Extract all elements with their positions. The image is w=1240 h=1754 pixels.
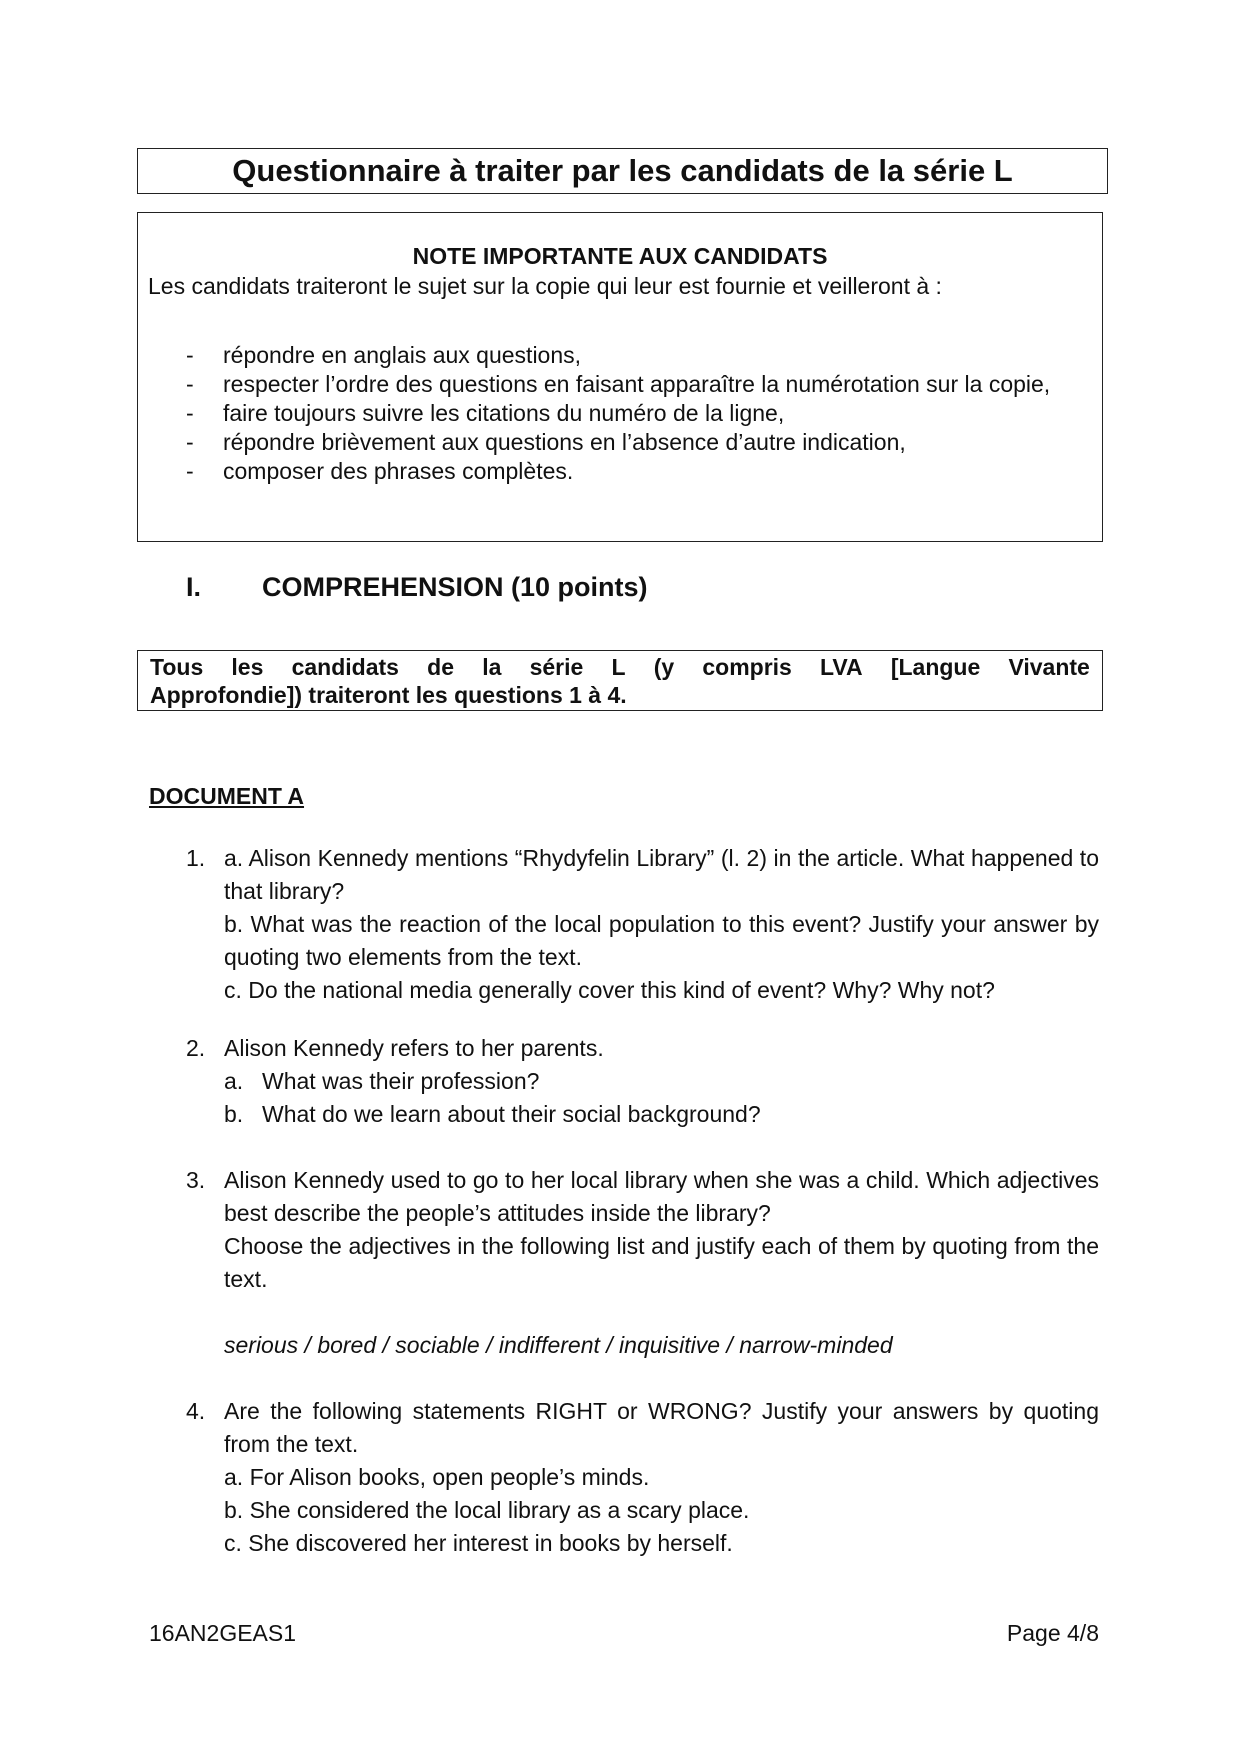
question-3 xyxy=(186,1164,1099,1362)
lva-instruction-box xyxy=(137,650,1103,711)
question-4-text: Are the following statements RIGHT or WRONG? Justify your answers by quoting from the text. xyxy=(224,1398,1099,1457)
page-title-text: Questionnaire à traiter par les candidats de la série L xyxy=(232,153,1013,188)
note-list xyxy=(186,341,1090,486)
question-number: 4. xyxy=(186,1398,206,1424)
note-item: - respecter l’ordre des questions en faisant apparaître la numérotation sur la copie, xyxy=(186,371,1051,397)
question-3-instruction: Choose the adjectives in the following list and justify each of them by quoting from the text. xyxy=(224,1233,1099,1292)
note-item: - composer des phrases complètes. xyxy=(186,458,574,484)
footer-exam-code: 16AN2GEAS1 xyxy=(149,1620,297,1646)
section-heading xyxy=(186,572,648,603)
question-2b: b. What do we learn about their social background? xyxy=(224,1101,761,1127)
important-note-box xyxy=(137,212,1103,542)
question-1a: a. Alison Kennedy mentions “Rhydyfelin Library” (l. 2) in the article. What happened to that library? xyxy=(224,845,1099,904)
document-heading: DOCUMENT A xyxy=(149,783,305,809)
note-heading: NOTE IMPORTANTE AUX CANDIDATS xyxy=(412,243,828,269)
section-number: I. xyxy=(186,572,202,602)
adjective-list: serious / bored / sociable / indifferent / inquisitive / narrow-minded xyxy=(224,1332,893,1358)
note-intro: Les candidats traiteront le sujet sur la copie qui leur est fournie et veilleront à : xyxy=(148,273,942,299)
lva-line-2: Approfondie]) traiteront les questions 1 à 4. xyxy=(150,682,627,708)
question-4a: a. For Alison books, open people’s minds. xyxy=(224,1464,650,1490)
question-2-text: Alison Kennedy refers to her parents. xyxy=(224,1035,604,1061)
note-item: - répondre en anglais aux questions, xyxy=(186,342,582,368)
section-title: COMPREHENSION (10 points) xyxy=(262,572,648,602)
question-4b: b. She considered the local library as a scary place. xyxy=(224,1497,750,1523)
question-2a: a. What was their profession? xyxy=(224,1068,540,1094)
footer-page-number: Page 4/8 xyxy=(1006,1620,1099,1646)
question-number: 1. xyxy=(186,845,206,871)
question-4 xyxy=(186,1395,1099,1560)
note-item: - faire toujours suivre les citations du numéro de la ligne, xyxy=(186,400,785,426)
page-title xyxy=(137,148,1108,194)
question-1c: c. Do the national media generally cover this kind of event? Why? Why not? xyxy=(224,977,995,1003)
note-item: - répondre brièvement aux questions en l’absence d’autre indication, xyxy=(186,429,906,455)
question-1b: b. What was the reaction of the local population to this event? Justify your answer by quoting two elements from the text. xyxy=(224,911,1099,970)
question-1 xyxy=(186,842,1099,1007)
question-4c: c. She discovered her interest in books by herself. xyxy=(224,1530,733,1556)
lva-line-1: Tous les candidats de la série L (y compris LVA [Langue Vivante xyxy=(150,654,1090,680)
question-number: 2. xyxy=(186,1035,206,1061)
question-number: 3. xyxy=(186,1167,206,1193)
question-2 xyxy=(186,1032,1099,1131)
question-3-text: Alison Kennedy used to go to her local library when she was a child. Which adjectives best describe the people’s attitudes inside the library? xyxy=(224,1167,1099,1226)
